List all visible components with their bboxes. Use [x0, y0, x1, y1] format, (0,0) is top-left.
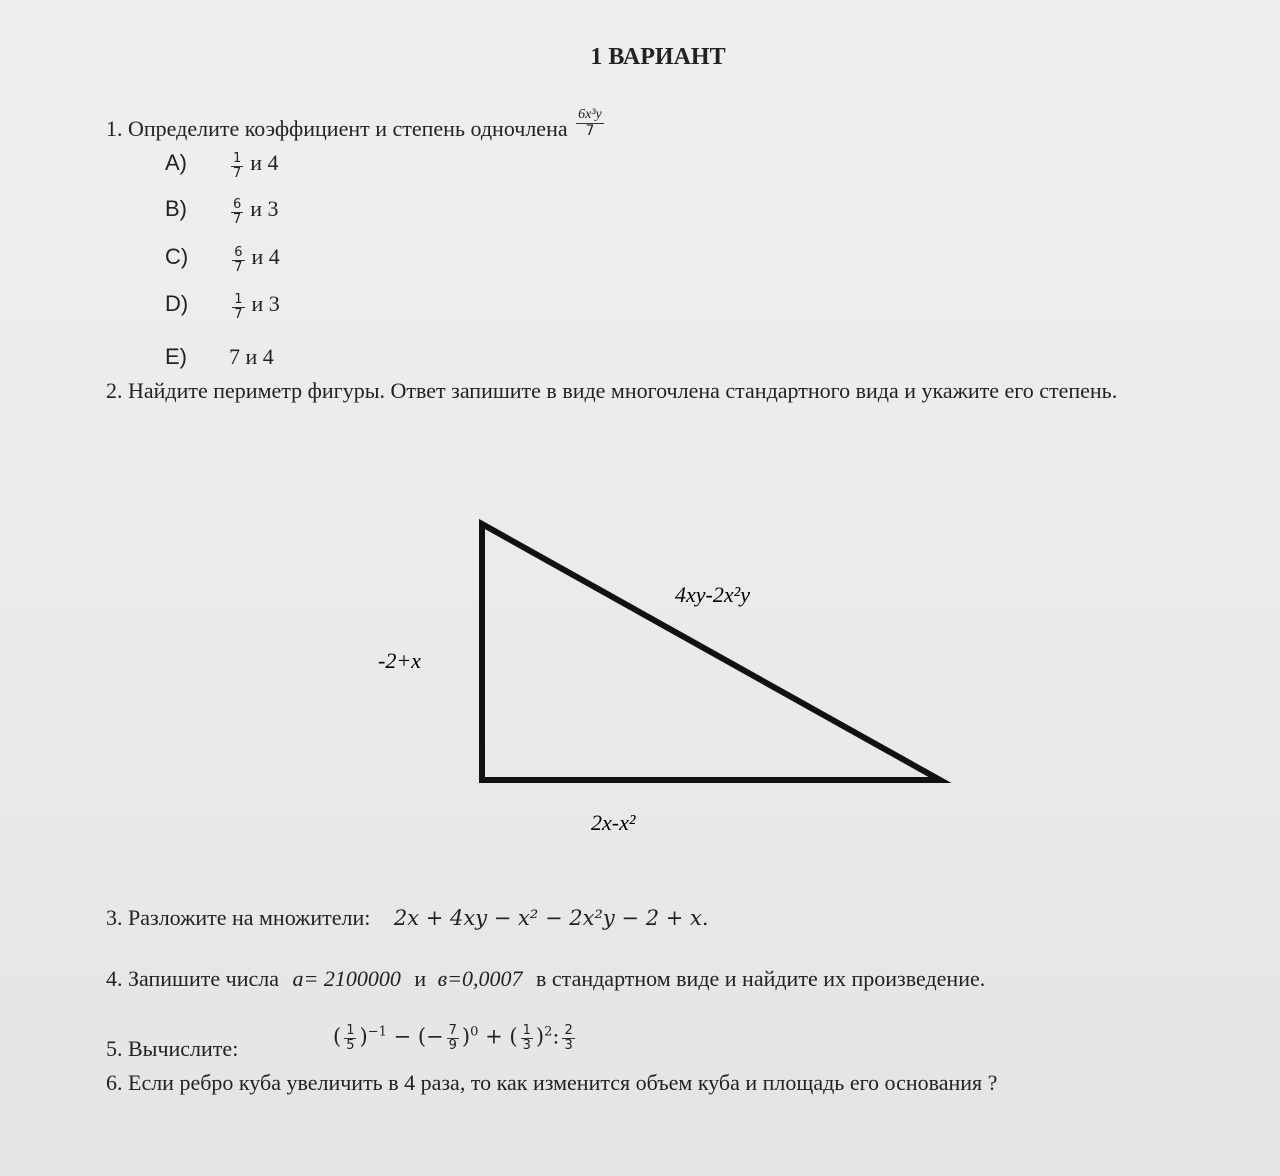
- option-fraction: [232, 246, 244, 274]
- option-letter: E): [165, 344, 187, 369]
- variant-title: 1 ВАРИАНТ: [590, 44, 726, 70]
- option-text: 7 и 4: [229, 344, 274, 369]
- term1-numerator: 1: [346, 1023, 355, 1038]
- option-text: и 4: [251, 244, 280, 269]
- left-side-label: -2+x: [378, 648, 421, 673]
- term1-exponent: −1: [367, 1024, 387, 1040]
- question-3: [106, 905, 709, 931]
- option-text: и 3: [250, 196, 279, 221]
- fraction-denominator: 7: [234, 259, 243, 275]
- question-5: [106, 1036, 238, 1062]
- option-a: [165, 150, 279, 180]
- question-2-text: 2. Найдите периметр фигуры. Ответ запишите в виде многочлена стандартного вида и укажите его степень.: [106, 378, 1118, 403]
- option-text: и 3: [251, 291, 280, 316]
- conjunction: и: [414, 966, 427, 991]
- monomial-numerator: 6x³y: [578, 107, 602, 122]
- term2-denominator: 9: [448, 1037, 457, 1053]
- option-c: [165, 244, 280, 274]
- term3-numerator: 1: [522, 1023, 531, 1038]
- option-b: [165, 196, 279, 226]
- term2-exponent: 0: [470, 1024, 479, 1040]
- fraction-numerator: 6: [233, 197, 242, 213]
- fraction-denominator: 7: [233, 165, 242, 181]
- question-1: [106, 107, 607, 146]
- option-fraction: [232, 293, 244, 321]
- term1-denominator: 5: [346, 1037, 355, 1053]
- fraction-denominator: 7: [233, 211, 242, 227]
- minus-sign: −: [393, 1024, 412, 1049]
- triangle-figure: [360, 510, 960, 850]
- bottom-side-label: 2x-x²: [591, 810, 636, 835]
- monomial-fraction: [576, 108, 604, 138]
- option-letter: D): [165, 291, 189, 316]
- number-a: a= 2100000: [292, 966, 401, 991]
- option-d: [165, 291, 280, 321]
- question-6: [106, 1070, 997, 1096]
- term3-denominator: 3: [522, 1037, 531, 1053]
- option-e: [165, 344, 274, 370]
- question-4-suffix: в стандартном виде и найдите их произведение.: [536, 966, 986, 991]
- question-3-text: 3. Разложите на множители:: [106, 905, 371, 930]
- question-5-expression: ( $\frac{1}{5}$ )$^{-1}$ − (− $\frac{7}{9}$ )$^0$ + ( $\frac{1}{3}$ )$^2$: $\frac{2}{3}$: [333, 1023, 573, 1053]
- question-1-text: 1. Определите коэффициент и степень одночлена: [106, 116, 568, 142]
- monomial-denominator: 7: [585, 122, 595, 139]
- right-triangle: [482, 524, 940, 780]
- fraction-denominator: 7: [234, 306, 243, 322]
- option-fraction: [231, 198, 243, 226]
- plus-sign: +: [485, 1024, 503, 1049]
- option-letter: B): [165, 196, 187, 221]
- fraction-numerator: 1: [233, 151, 242, 167]
- option-fraction: [231, 152, 243, 180]
- fraction-numerator: 1: [234, 292, 243, 308]
- hypotenuse-label: 4xy-2x²y: [675, 582, 750, 607]
- option-letter: C): [165, 244, 189, 269]
- colon-sign: :: [552, 1024, 560, 1049]
- fraction-numerator: 6: [234, 245, 243, 261]
- option-text: и 4: [250, 150, 279, 175]
- term4-denominator: 3: [564, 1037, 573, 1053]
- question-5-text: 5. Вычислите:: [106, 1036, 239, 1061]
- question-3-expression: 2x + 4xy − x² − 2x²y − 2 + x.: [393, 906, 709, 930]
- option-letter: A): [165, 150, 187, 175]
- term3-exponent: 2: [544, 1024, 553, 1040]
- question-6-text: 6. Если ребро куба увеличить в 4 раза, то как изменится объем куба и площадь его основания ?: [106, 1070, 998, 1095]
- question-4: [106, 966, 985, 992]
- term2-numerator: 7: [448, 1023, 457, 1038]
- number-b: в=0,0007: [437, 966, 523, 991]
- question-4-prefix: 4. Запишите числа: [106, 966, 279, 991]
- term4-numerator: 2: [564, 1023, 573, 1038]
